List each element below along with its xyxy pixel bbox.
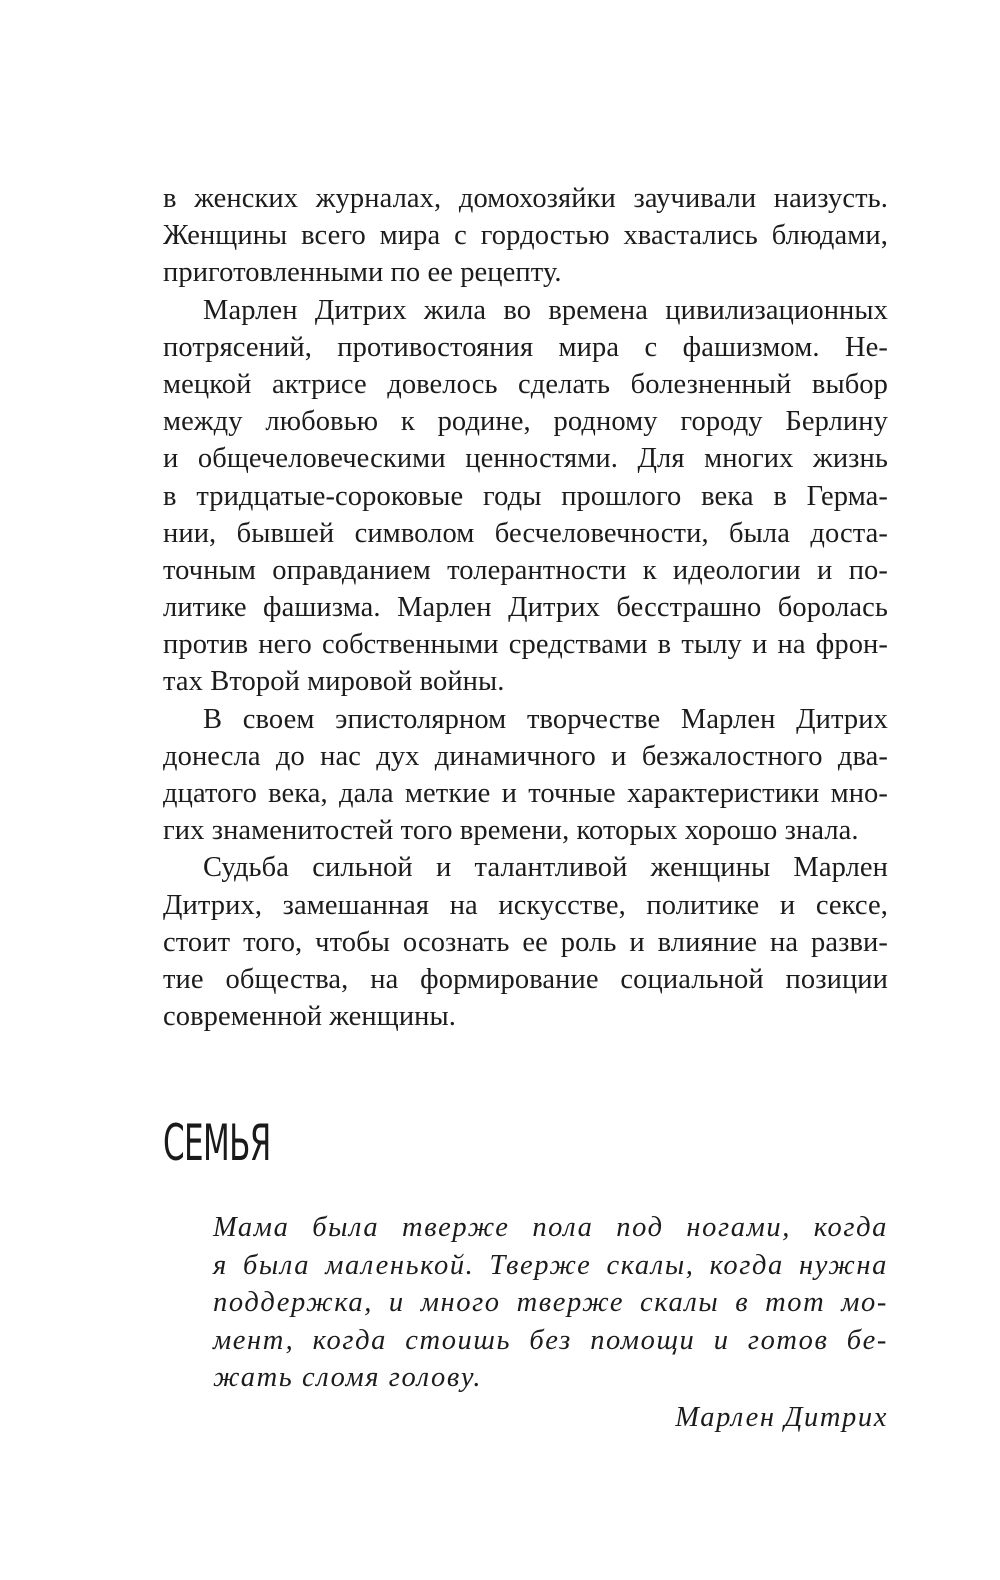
epigraph-line: мент, когда стоишь без помощи и готов бе- [213, 1324, 888, 1356]
section-heading: СЕМЬЯ [163, 1114, 271, 1172]
epigraph-line: я была маленькой. Тверже скалы, когда нужна [213, 1249, 888, 1281]
text-line: Судьба сильной и талантливой женщины Марлен [203, 852, 888, 884]
text-line: между любовью к родине, родному городу Берлину [163, 406, 888, 438]
text-line: донесла до нас дух динамичного и безжалостного два- [163, 740, 888, 772]
epigraph-line: поддержка, и много тверже скалы в тот мо- [213, 1287, 888, 1319]
body-text [163, 180, 888, 1035]
text-line: современной женщины. [163, 1001, 457, 1033]
epigraph-line: Мама была тверже пола под ногами, когда [213, 1212, 888, 1243]
text-line: стоит того, чтобы осознать ее роль и влияние на разви- [163, 926, 888, 958]
text-line: Марлен Дитрих жила во времена цивилизационных [203, 294, 888, 326]
text-line: Женщины всего мира с гордостью хвастались блюдами, [163, 220, 888, 252]
epigraph-line: жать сломя голову. [213, 1362, 483, 1394]
epigraph-author: Марлен Дитрих [675, 1402, 888, 1433]
text-line: точным оправданием толерантности к идеологии и по- [163, 554, 888, 586]
text-line: против него собственными средствами в тылу и на фрон- [163, 629, 888, 661]
text-line: тах Второй мировой войны. [163, 666, 505, 698]
text-line: гих знаменитостей того времени, которых хорошо знала. [163, 815, 859, 847]
text-line: Дитрих, замешанная на искусстве, политике и сексе, [163, 889, 888, 921]
text-line: потрясений, противостояния мира с фашизмом. Не- [163, 331, 888, 363]
text-line: тие общества, на формирование социальной позиции [163, 963, 888, 995]
text-line: и общечеловеческими ценностями. Для многих жизнь [163, 443, 888, 475]
text-line: в женских журналах, домохозяйки заучивали наизусть. [163, 183, 888, 214]
text-line: приготовленными по ее рецепту. [163, 257, 562, 289]
text-line: в тридцатые-сороковые годы прошлого века в Герма- [163, 480, 888, 512]
text-line: дцатого века, дала меткие и точные характеристики мно- [163, 778, 888, 809]
text-line: литике фашизма. Марлен Дитрих бесстрашно боролась [163, 592, 888, 624]
epigraph [213, 1209, 888, 1397]
text-line: В своем эпистолярном творчестве Марлен Дитрих [203, 703, 888, 735]
text-line: нии, бывшей символом бесчеловечности, была доста- [163, 517, 888, 549]
text-line: мецкой актрисе довелось сделать болезненный выбор [163, 368, 888, 400]
